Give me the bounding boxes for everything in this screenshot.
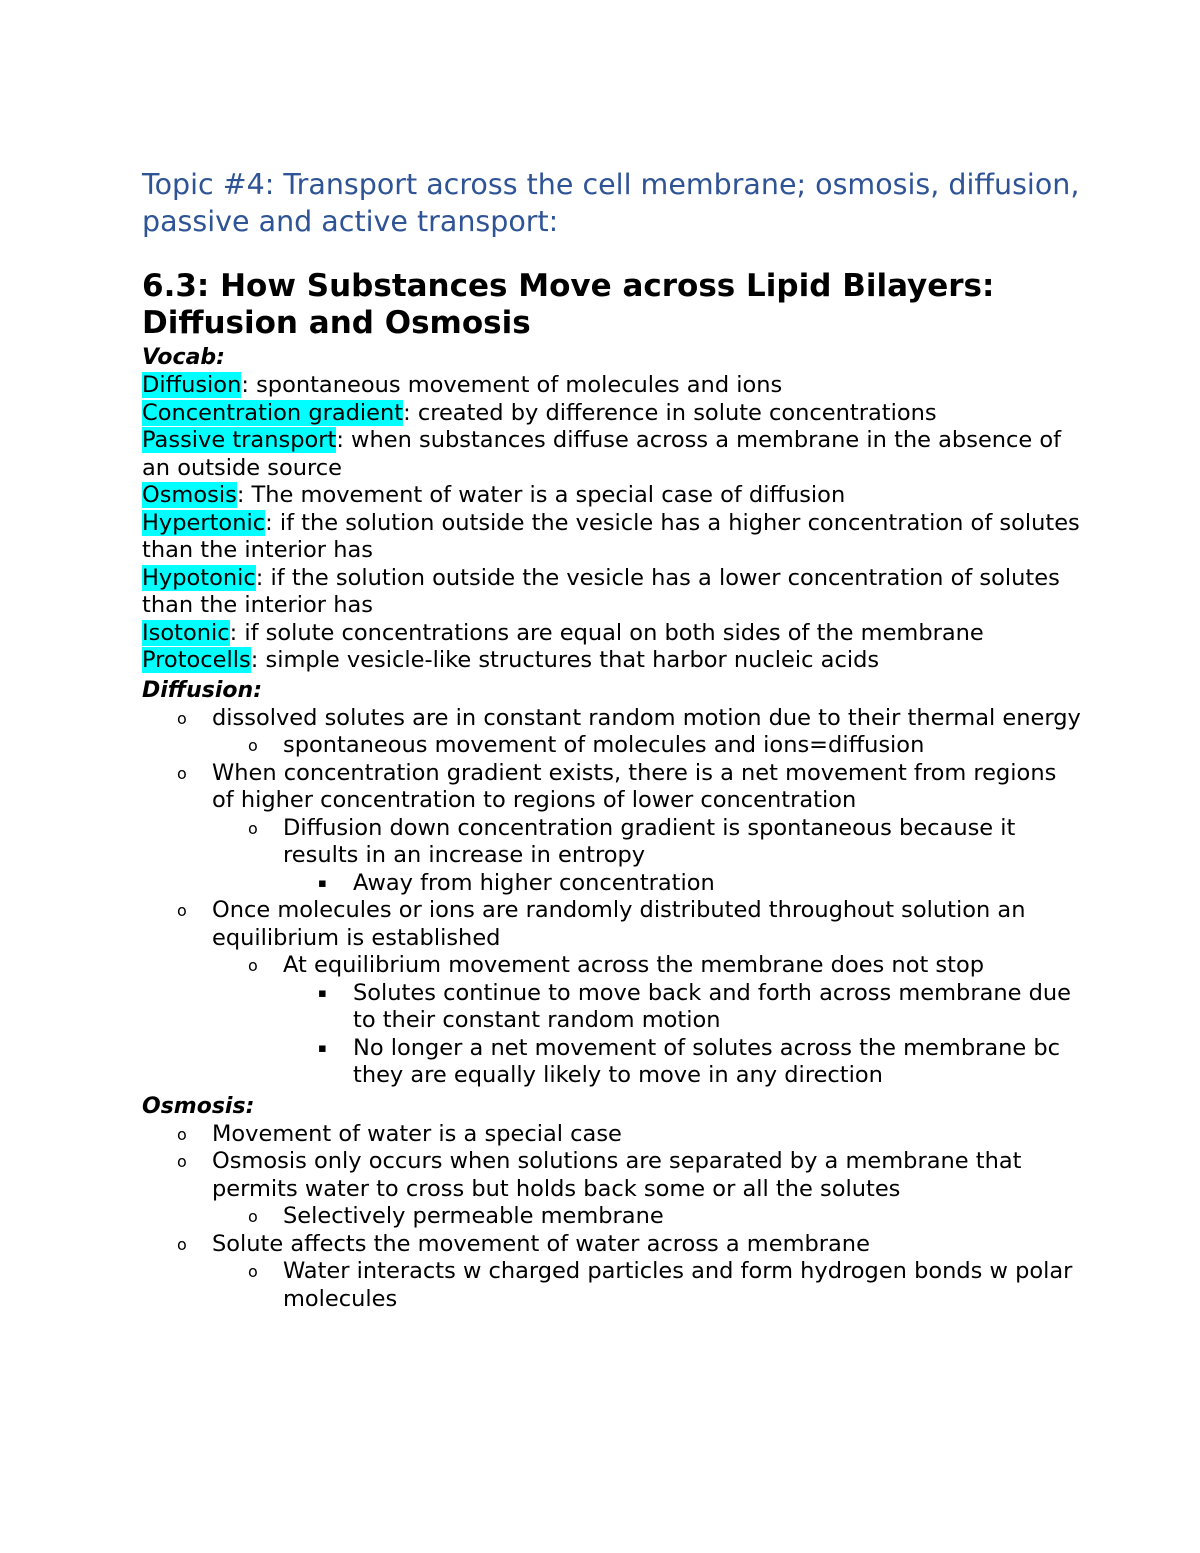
bullet-circle-icon: o — [177, 708, 187, 728]
vocab-definition: : when substances diffuse across a membrane in the absence of an outside source — [142, 427, 1062, 481]
vocab-entry — [142, 372, 1082, 400]
list-item-text: Solutes continue to move back and forth across membrane due to their constant random motion — [353, 979, 1072, 1033]
osmosis-list — [142, 1121, 1082, 1314]
vocab-definition: : if the solution outside the vesicle has a higher concentration of solutes than the interior has — [142, 509, 1080, 563]
vocab-definition: : if the solution outside the vesicle has a lower concentration of solutes than the interior has — [142, 564, 1060, 618]
list-item — [142, 705, 1082, 733]
vocab-heading: Vocab: — [142, 345, 225, 370]
vocab-entry — [142, 510, 1082, 565]
vocab-definition: : spontaneous movement of molecules and ions — [241, 372, 783, 398]
vocab-term: Hypertonic — [142, 509, 266, 536]
bullet-square-icon: ▪ — [318, 985, 327, 1001]
vocab-term: Osmosis — [142, 482, 237, 508]
list-item — [142, 897, 1082, 952]
list-item — [142, 870, 1082, 898]
vocab-definition: : if solute concentrations are equal on both sides of the membrane — [229, 619, 984, 646]
bullet-circle-icon: o — [248, 1262, 258, 1281]
bullet-circle-icon: o — [248, 818, 258, 838]
list-item — [142, 980, 1082, 1035]
list-item-text: No longer a net movement of solutes across the membrane bc they are equally likely to move in any direction — [353, 1034, 1061, 1088]
vocab-term: Diffusion — [142, 372, 242, 398]
bullet-circle-icon: o — [177, 1234, 187, 1254]
list-item — [142, 952, 1082, 980]
list-item-text: spontaneous movement of molecules and ions=diffusion — [283, 732, 925, 758]
bullet-circle-icon: o — [248, 736, 258, 755]
diffusion-heading: Diffusion: — [142, 677, 262, 703]
bullet-circle-icon: o — [177, 1152, 187, 1171]
document-page — [142, 166, 1082, 1313]
list-item-text: dissolved solutes are in constant random motion due to their thermal energy — [212, 704, 1081, 731]
vocab-term: Hypotonic — [142, 564, 256, 591]
list-item — [142, 1258, 1082, 1313]
list-item — [142, 1203, 1082, 1231]
topic-heading: Topic #4: Transport across the cell membrane; osmosis, diffusion, passive and active transport: — [142, 168, 1080, 238]
vocab-entry — [142, 482, 1082, 510]
list-item-text: Water interacts w charged particles and form hydrogen bonds w polar molecules — [283, 1258, 1073, 1312]
list-item-text: Diffusion down concentration gradient is spontaneous because it results in an increase in entropy — [283, 814, 1016, 868]
list-item-text: Away from higher concentration — [353, 869, 715, 896]
bullet-circle-icon: o — [177, 1124, 187, 1144]
vocab-term: Isotonic — [142, 619, 230, 646]
list-item-text: Selectively permeable membrane — [283, 1203, 664, 1229]
list-item-text: Osmosis only occurs when solutions are separated by a membrane that permits water to cross but holds back some or all the solutes — [212, 1148, 1022, 1202]
vocab-term: Protocells — [142, 647, 251, 673]
bullet-square-icon: ▪ — [318, 1040, 327, 1056]
list-item — [142, 1231, 1082, 1259]
bullet-circle-icon: o — [248, 956, 258, 975]
vocab-definition: : created by difference in solute concentrations — [403, 399, 937, 426]
diffusion-list — [142, 705, 1082, 1090]
bullet-square-icon: ▪ — [318, 875, 327, 891]
osmosis-heading: Osmosis: — [142, 1093, 255, 1119]
vocab-definition: : simple vesicle-like structures that harbor nucleic acids — [250, 647, 880, 673]
list-item — [142, 1148, 1082, 1203]
vocab-entry — [142, 620, 1082, 648]
list-item-text: Once molecules or ions are randomly distributed throughout solution an equilibrium is established — [212, 897, 1026, 951]
vocab-entry — [142, 400, 1082, 428]
bullet-circle-icon: o — [177, 763, 187, 783]
vocab-list — [142, 372, 1082, 675]
vocab-term: Concentration gradient — [142, 399, 404, 426]
vocab-entry — [142, 427, 1082, 482]
list-item-text: At equilibrium movement across the membrane does not stop — [283, 952, 985, 978]
list-item-text: Movement of water is a special case — [212, 1120, 622, 1147]
vocab-entry — [142, 565, 1082, 620]
vocab-definition: : The movement of water is a special case of diffusion — [236, 482, 846, 508]
bullet-circle-icon: o — [248, 1207, 258, 1226]
section-heading: 6.3: How Substances Move across Lipid Bilayers: Diffusion and Osmosis — [142, 268, 995, 341]
list-item-text: When concentration gradient exists, there is a net movement from regions of higher concentration to regions of lower concentration — [212, 759, 1057, 813]
list-item-text: Solute affects the movement of water across a membrane — [212, 1230, 870, 1257]
bullet-circle-icon: o — [177, 901, 187, 920]
vocab-entry — [142, 647, 1082, 675]
list-item — [142, 815, 1082, 870]
vocab-term: Passive transport — [142, 427, 337, 453]
list-item — [142, 760, 1082, 815]
list-item — [142, 1121, 1082, 1149]
list-item — [142, 732, 1082, 760]
list-item — [142, 1035, 1082, 1090]
